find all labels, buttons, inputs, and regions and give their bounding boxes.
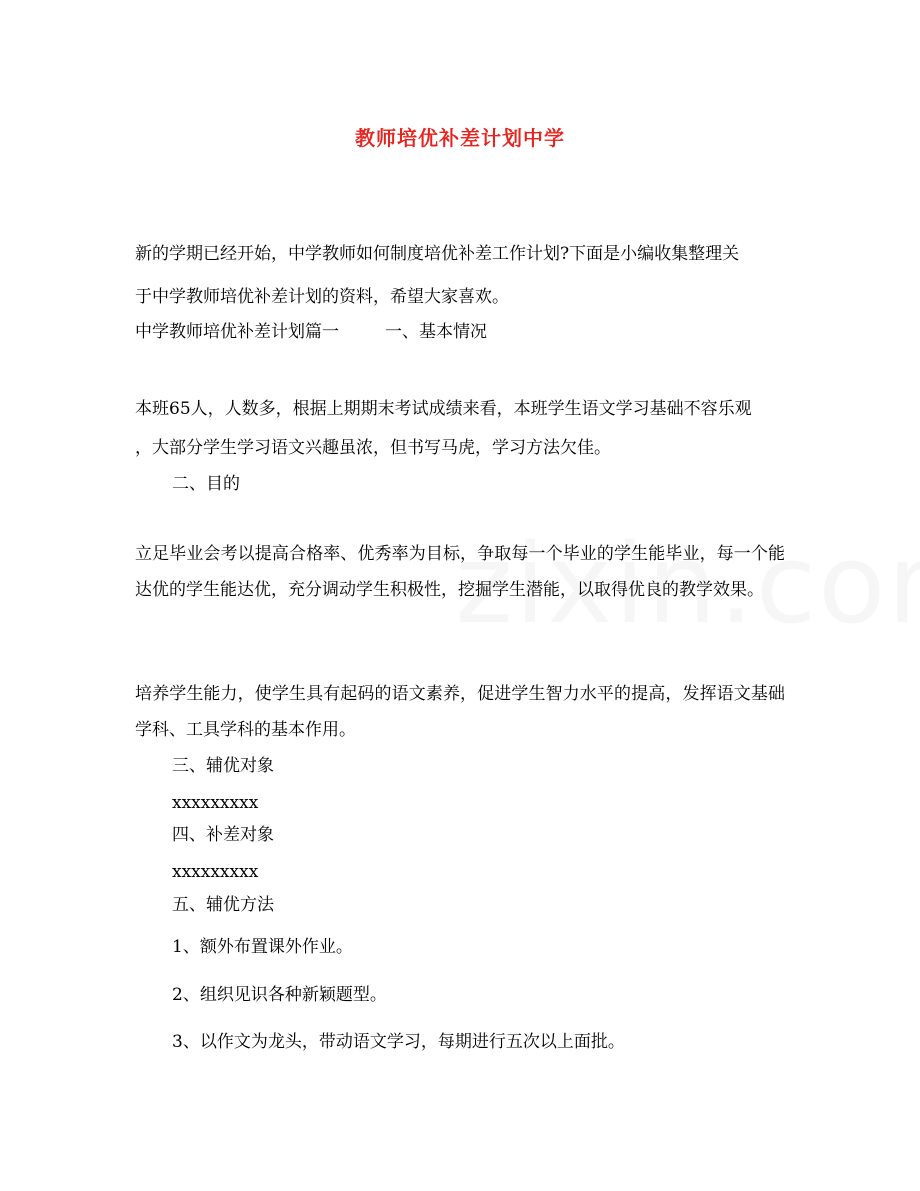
basic-situation-line-1: 本班65人，人数多，根据上期期末考试成绩来看，本班学生语文学习基础不容乐观	[135, 399, 752, 419]
purpose-paragraph-1: 立足毕业会考以提高合格率、优秀率为目标，争取每一个毕业的学生能毕业，每一个能达优的学生能达优，充分调动学生积极性，挖掘学生潜能，以取得优良的教学效果。	[135, 544, 785, 600]
purpose-paragraph-2: 培养学生能力，使学生具有起码的语文素养，促进学生智力水平的提高，发挥语文基础学科、工具学科的基本作用。	[135, 684, 785, 740]
excellent-targets-value: xxxxxxxxx	[172, 793, 259, 813]
intro-line-2: 于中学教师培优补差计划的资料，希望大家喜欢。	[135, 287, 509, 307]
document-title: 教师培优补差计划中学	[355, 126, 565, 150]
method-item-3: 3、以作文为龙头，带动语文学习，每期进行五次以上面批。	[172, 1032, 625, 1052]
heading-excellent-targets: 三、辅优对象	[172, 756, 274, 776]
method-item-1: 1、额外布置课外作业。	[172, 937, 353, 957]
section-heading-subtitle: 一、基本情况	[385, 322, 487, 342]
section-heading-title: 中学教师培优补差计划篇一	[135, 322, 339, 342]
heading-remedial-targets: 四、补差对象	[172, 825, 274, 845]
remedial-targets-value: xxxxxxxxx	[172, 862, 259, 882]
method-item-2: 2、组织见识各种新颖题型。	[172, 985, 387, 1005]
section-heading	[135, 320, 487, 344]
heading-methods: 五、辅优方法	[172, 895, 274, 915]
intro-line-1: 新的学期已经开始，中学教师如何制度培优补差工作计划?下面是小编收集整理关	[135, 244, 740, 264]
heading-purpose: 二、目的	[172, 474, 240, 494]
basic-situation-line-2: ，大部分学生学习语文兴趣虽浓，但书写马虎，学习方法欠佳。	[135, 438, 611, 458]
